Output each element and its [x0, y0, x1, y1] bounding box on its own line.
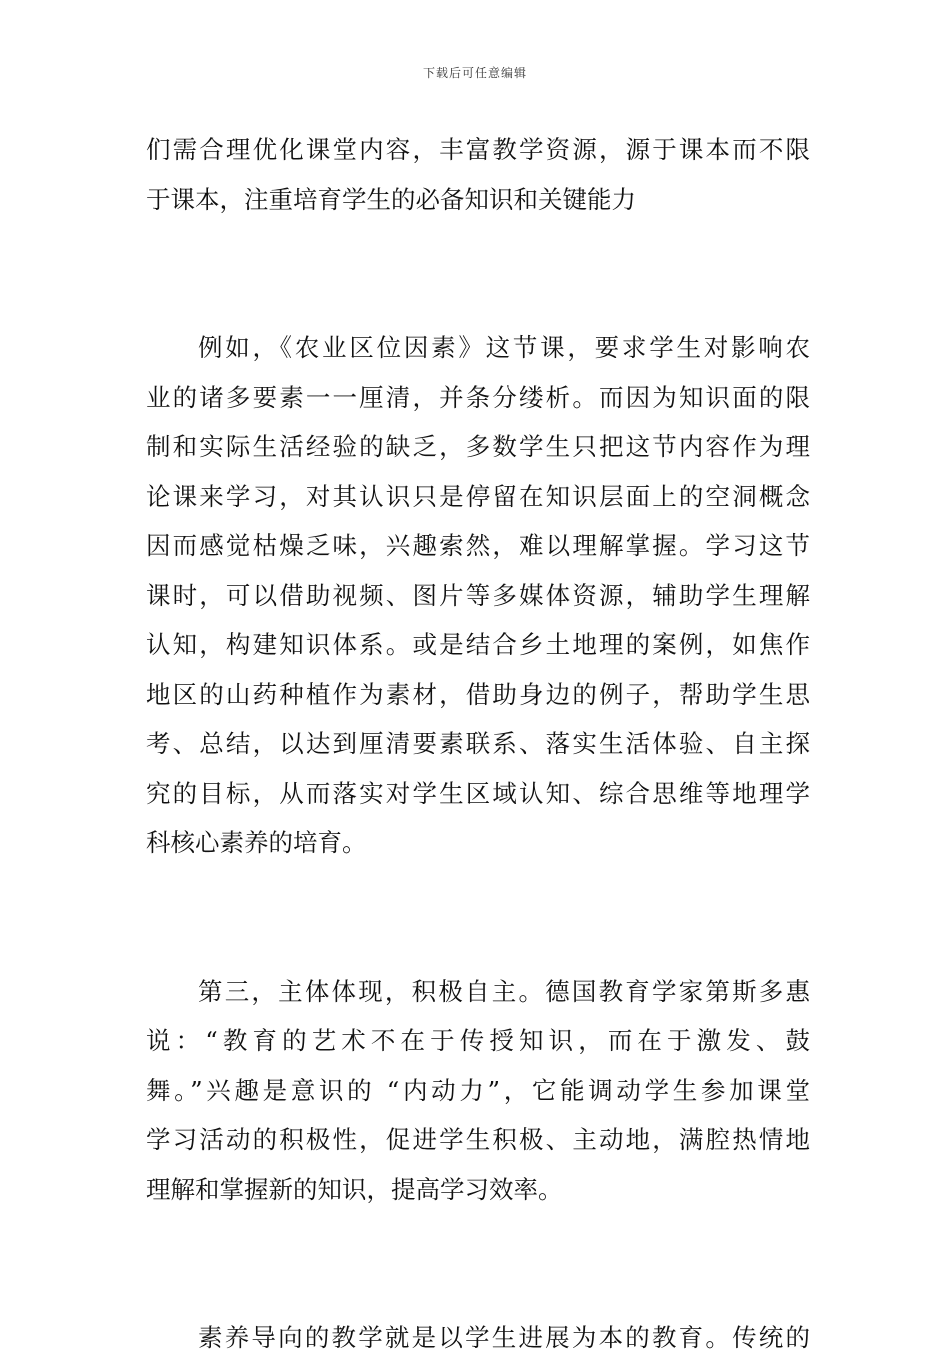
- text-line: 制和实际生活经验的缺乏，多数学生只把这节内容作为理: [146, 432, 810, 461]
- text-line: 们需合理优化课堂内容，丰富教学资源，源于课本而不限: [146, 135, 810, 164]
- text-line: 因而感觉枯燥乏味，兴趣索然，难以理解掌握。学习这节: [146, 531, 810, 560]
- page-header: 下载后可任意编辑: [422, 66, 527, 80]
- text-line: 理解和掌握新的知识，提高学习效率。: [146, 1174, 563, 1204]
- text-line: 科核心素养的培育。: [146, 828, 367, 857]
- paragraph-third-point: [146, 967, 810, 1215]
- text-line: 学习活动的积极性，促进学生积极、主动地，满腔热情地: [146, 1125, 810, 1154]
- text-line: 论课来学习，对其认识只是停留在知识层面上的空洞概念: [146, 481, 810, 511]
- text-line: 素养导向的教学就是以学生进展为本的教育。传统的: [198, 1323, 810, 1352]
- text-line: 课时，可以借助视频、图片等多媒体资源，辅助学生理解: [146, 580, 810, 610]
- text-line: 例如，《农业区位因素》这节课，要求学生对影响农: [198, 333, 810, 362]
- text-line: 第三，主体体现，积极自主。德国教育学家第斯多惠: [198, 976, 810, 1006]
- paragraph-example: [146, 323, 810, 868]
- text-line: 说：“教育的艺术不在于传授知识，而在于激发、鼓: [146, 1026, 810, 1055]
- document-body: [146, 125, 810, 1363]
- text-line: 业的诸多要素一一厘清，并条分缕析。而因为知识面的限: [146, 382, 810, 412]
- paragraph-literacy: [146, 1313, 810, 1363]
- text-line: 于课本，注重培育学生的必备知识和关键能力: [146, 184, 636, 214]
- text-line: 舞。”兴趣是意识的 “内动力”，它能调动学生参加课堂: [146, 1075, 810, 1105]
- text-line: 考、总结，以达到厘清要素联系、落实生活体验、自主探: [146, 729, 810, 758]
- paragraph-continuation: [146, 125, 810, 224]
- text-line: 究的目标，从而落实对学生区域认知、综合思维等地理学: [146, 778, 810, 808]
- text-line: 认知，构建知识体系。或是结合乡土地理的案例，如焦作: [146, 630, 810, 659]
- text-line: 地区的山药种植作为素材，借助身边的例子，帮助学生思: [146, 679, 810, 709]
